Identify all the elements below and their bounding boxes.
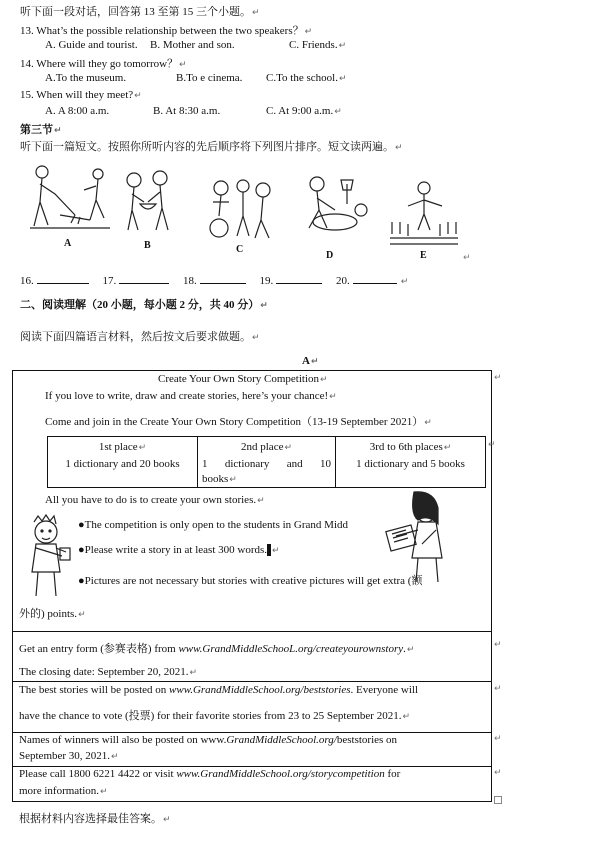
picture-label-d: D: [326, 250, 334, 261]
blank-16-line[interactable]: [37, 273, 89, 284]
picture-a-sweeping-illustration: [20, 160, 115, 235]
best-stories-line: The best stories will be posted on www.GrandMiddleSchool.org/beststories. Everyone will: [19, 684, 419, 696]
listening-intro: 听下面一段对话，回答第 13 至第 15 三个小题。↵: [20, 6, 260, 18]
notice-title: Create Your Own Story Competition↵: [158, 373, 328, 385]
prize-value-2nd-line2: books: [202, 473, 229, 485]
winners-line: Names of winners will also be posted on www.GrandMiddleSchool.org/beststories on: [19, 734, 398, 746]
notice-divider-4: [12, 766, 492, 767]
blank-19-label: 19.: [259, 275, 274, 287]
prize-cell-2nd: 2nd place↵ 1 dictionary and 10 books↵: [198, 437, 336, 487]
picture-c-family-illustration: [205, 172, 277, 242]
notice-divider-3: [12, 732, 492, 733]
section3-instruction: 听下面一篇短文。按照你所听内容的先后顺序将下列图片排序。短文读两遍。↵: [20, 141, 403, 153]
question-14-option-b: B.To e cinema.: [176, 72, 243, 84]
notice-divider-1: [12, 631, 492, 632]
answer-blanks-row: 16. 17. 18. 19. 20. ↵: [20, 275, 409, 287]
notice-line-3: All you have to do is to create your own stories.↵: [45, 494, 265, 506]
notice-line-2: Come and join in the Create Your Own Story Competition（13-19 September 2021）↵: [45, 416, 432, 428]
notice-divider-2: [12, 681, 492, 682]
rule-bullet-3: ●Pictures are not necessary but stories with creative pictures will get extra (额: [78, 575, 423, 587]
competition-url[interactable]: www.GrandMiddleSchool.org/storycompetition: [176, 768, 385, 780]
question-15: 15. When will they meet?↵: [20, 89, 142, 101]
entry-form-url[interactable]: www.GrandMiddleSchooL.org/createyourownstory: [178, 643, 404, 655]
blank-20-label: 20.: [336, 275, 350, 287]
question-15-option-c: C. At 9:00 a.m.↵: [266, 105, 342, 117]
question-13: 13. What’s the possible relationship between the two speakers？↵: [20, 25, 313, 37]
vote-line: have the chance to vote (投票) for their favorite stories from 23 to 25 September 2021.↵: [19, 710, 410, 722]
prize-cell-1st: 1st place↵ 1 dictionary and 20 books: [48, 437, 198, 487]
best-stories-url[interactable]: www.GrandMiddleSchool.org/beststories: [169, 684, 351, 696]
picture-label-a: A: [64, 238, 72, 249]
prize-header-2nd: 2nd place: [241, 441, 284, 453]
row-end-mark-3: ↵: [494, 640, 502, 650]
rule-bullet-3-continued: 外的) points.↵: [19, 608, 86, 620]
reading-instruction: 阅读下面四篇语言材料，然后按文后要求做题。↵: [20, 331, 260, 343]
picture-e-farming-illustration: [388, 178, 460, 248]
blank-18-label: 18.: [183, 275, 197, 287]
prize-value-3rd-6th: 1 dictionary and 5 books: [356, 458, 465, 470]
row-end-mark-1: ↵: [494, 373, 502, 383]
closing-date-line: The closing date: September 20, 2021.↵: [19, 666, 198, 678]
question-15-option-b: B. At 8:30 a.m.: [153, 105, 221, 117]
boy-reading-illustration: [22, 512, 74, 600]
call-line: Please call 1800 6221 4422 or visit www.GrandMiddleSchool.org/storycompetition for: [19, 768, 401, 780]
question-13-option-a: A. Guide and tourist.: [45, 39, 138, 51]
prize-header-3rd-6th: 3rd to 6th places: [369, 441, 443, 453]
blank-17-line[interactable]: [119, 273, 169, 284]
blank-19-line[interactable]: [276, 273, 322, 284]
question-15-option-a: A. A 8:00 a.m.: [45, 105, 110, 117]
prize-table: [47, 436, 486, 488]
passage-label: A↵: [302, 355, 319, 367]
picture-row-mark: ↵: [463, 253, 471, 263]
footer-instruction: 根据材料内容选择最佳答案。↵: [19, 813, 171, 825]
section3-title: 第三节↵: [20, 124, 62, 136]
winners-date-line: September 30, 2021.↵: [19, 750, 119, 762]
blank-20-line[interactable]: [353, 273, 397, 284]
blank-18-line[interactable]: [200, 273, 246, 284]
question-13-option-c: C. Friends.↵: [289, 39, 347, 51]
question-14-option-a: A.To the museum.: [45, 72, 127, 84]
notice-line-1: If you love to write, draw and create stories, here’s your chance!↵: [45, 390, 337, 402]
picture-label-c: C: [236, 244, 244, 255]
winners-url[interactable]: GrandMiddleSchool.org/: [226, 734, 337, 746]
prize-header-1st: 1st place: [98, 441, 138, 453]
entry-form-line: Get an entry form (参赛表格) from www.GrandMiddleSchooL.org/createyourownstory.↵: [19, 643, 415, 655]
rule-bullet-1: ●The competition is only open to the students in Grand Midd: [78, 519, 348, 531]
row-end-mark-4: ↵: [494, 684, 502, 694]
question-13-option-b: B. Mother and son.: [150, 39, 235, 51]
picture-label-e: E: [420, 250, 427, 261]
blank-17-label: 17.: [102, 275, 117, 287]
prize-value-1st: 1 dictionary and 20 books: [65, 458, 180, 470]
row-end-mark-6: ↵: [494, 768, 502, 778]
girl-with-notebook-illustration: [382, 490, 456, 584]
picture-b-cooking-illustration: [118, 168, 180, 238]
text-cursor: [267, 544, 271, 556]
reading-title: 二、阅读理解（20 小题，每小题 2 分，共 40 分）↵: [20, 299, 268, 311]
row-end-mark-2: ↵: [488, 440, 496, 450]
picture-label-b: B: [144, 240, 151, 251]
picture-d-washing-illustration: [295, 170, 373, 242]
table-resize-handle[interactable]: [494, 796, 502, 804]
prize-value-2nd-line1: 1 dictionary and 10: [202, 458, 331, 470]
call-line-2: more information.↵: [19, 785, 108, 797]
blank-16-label: 16.: [20, 275, 34, 287]
prize-cell-3rd-6th: 3rd to 6th places↵ 1 dictionary and 5 books: [336, 437, 485, 487]
row-end-mark-5: ↵: [494, 734, 502, 744]
question-14: 14. Where will they go tomorrow？↵: [20, 58, 187, 70]
question-14-option-c: C.To the school.↵: [266, 72, 347, 84]
rule-bullet-2: ●Please write a story in at least 300 words. ↵: [78, 544, 280, 556]
